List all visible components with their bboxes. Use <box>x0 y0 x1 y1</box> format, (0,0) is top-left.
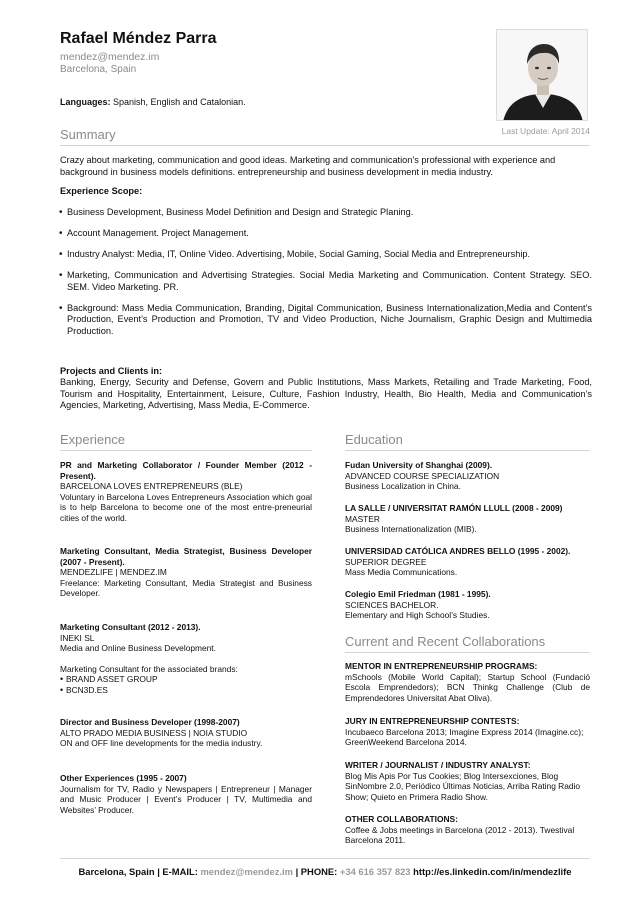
footer-separator: | <box>295 866 301 877</box>
education-detail: Business Localization in China. <box>345 481 461 492</box>
collaboration-entry <box>345 814 590 846</box>
collaborations-column <box>345 661 590 851</box>
experience-entry <box>60 717 312 749</box>
portrait-illustration <box>497 30 588 121</box>
footer-email-link[interactable]: mendez@mendez.im <box>200 866 293 877</box>
collaboration-heading: OTHER COLLABORATIONS: <box>345 814 458 824</box>
collaboration-heading: WRITER / JOURNALIST / INDUSTRY ANALYST: <box>345 760 531 770</box>
education-school: Colegio Emil Friedman (1981 - 1995). <box>345 589 491 599</box>
experience-description: Freelance: Marketing Consultant, Media Strategist and Business Developer. <box>60 577 312 599</box>
collaboration-heading: JURY IN ENTREPRENEURSHIP CONTESTS: <box>345 716 520 726</box>
education-entry <box>345 503 590 535</box>
education-column <box>345 460 590 630</box>
education-entry <box>345 460 590 492</box>
list-item: • BRAND ASSET GROUP <box>60 674 312 685</box>
candidate-name: Rafael Méndez Parra <box>60 30 217 47</box>
experience-description: ON and OFF line developments for the media industry. <box>60 738 263 749</box>
list-item: • Business Development, Business Model Definition and Design and Strategic Planing. <box>60 207 592 219</box>
experience-role: Marketing Consultant (2012 - 2013). <box>60 622 201 632</box>
experience-role: Director and Business Developer (1998-2007) <box>60 717 240 727</box>
languages-line <box>60 97 246 107</box>
collaboration-text: Blog Mis Apis Por Tus Cookies; Blog Intersexciones, Blog SinNombre 2.0, Periódico Últimas Noticias, Arriba Rating Radio Show; Quieto en Primera Radio Show. <box>345 770 581 802</box>
education-degree: MASTER <box>345 513 380 524</box>
list-item: • Industry Analyst: Media, IT, Online Video. Advertising, Mobile, Social Gaming, Social Media and Entrepreneurship. <box>60 249 592 261</box>
experience-entry <box>60 622 312 696</box>
collaboration-heading: MENTOR IN ENTREPRENEURSHIP PROGRAMS: <box>345 661 538 671</box>
footer-phone-label: PHONE: <box>300 866 338 877</box>
education-degree: SUPERIOR DEGREE <box>345 556 427 567</box>
experience-scope-heading: Experience Scope: <box>60 186 143 196</box>
footer-email-label: E-MAIL: <box>162 866 198 877</box>
languages-value: Spanish, English and Catalonian. <box>113 97 246 107</box>
education-school: UNIVERSIDAD CATÓLICA ANDRES BELLO (1995 - 2002). <box>345 546 571 556</box>
collaborations-heading: Current and Recent Collaborations <box>345 634 590 653</box>
experience-column <box>60 460 312 830</box>
experience-heading: Experience <box>60 432 312 451</box>
languages-label: Languages: <box>60 97 111 107</box>
experience-entry <box>60 773 312 815</box>
summary-text: Crazy about marketing, communication and good ideas. Marketing and communication’s professional with experience and background in business models definitions. entrepreneurship and business development in media industry. <box>60 155 556 177</box>
collaboration-entry <box>345 661 590 703</box>
footer-divider <box>60 858 590 859</box>
collaboration-entry <box>345 716 590 748</box>
education-detail: Elementary and High School’s Studies. <box>345 610 490 621</box>
experience-entry <box>60 546 312 599</box>
education-entry <box>345 546 590 578</box>
experience-role: Marketing Consultant, Media Strategist, Business Developer (2007 - Present). <box>60 546 312 567</box>
experience-company: INEKI SL <box>60 632 95 643</box>
footer-city: Barcelona, Spain <box>78 866 155 877</box>
collaboration-entry <box>345 760 590 802</box>
education-school: LA SALLE / UNIVERSITAT RAMÓN LLULL (2008 - 2009) <box>345 503 563 513</box>
education-degree: ADVANCED COURSE SPECIALIZATION <box>345 470 500 481</box>
projects-heading: Projects and Clients in: <box>60 366 163 376</box>
experience-role: PR and Marketing Collaborator / Founder Member (2012 - Present). <box>60 460 312 481</box>
projects-text: Banking, Energy, Security and Defense, Govern and Public Institutions, Mass Markets, Retailing and Trade Marketing, Food, Tourism and Hospitality, Entertainment, Leisure, Culture, Fashion Industry, Health, Bio Health, Media and Communication’s Agencies, Marketing, Advertising, Mass Media, E-Commerce. <box>60 377 592 410</box>
header-email[interactable]: mendez@mendez.im <box>60 51 160 63</box>
contact-footer <box>60 866 590 877</box>
education-detail: Mass Media Communications. <box>345 567 458 578</box>
experience-entry <box>60 460 312 524</box>
experience-description: Media and Online Business Development. <box>60 643 216 654</box>
summary-heading: Summary <box>60 127 590 146</box>
collaboration-text: Coffee & Jobs meetings in Barcelona (2012 - 2013). Twestival Barcelona 2011. <box>345 824 575 846</box>
footer-phone[interactable]: +34 616 357 823 <box>339 866 411 877</box>
experience-extra: Marketing Consultant for the associated brands: <box>60 663 238 674</box>
education-degree: SCIENCES BACHELOR. <box>345 599 439 610</box>
education-heading: Education <box>345 432 590 451</box>
collaboration-text: mSchools (Mobile World Capital); Startup School (Fundació Escola Emprendedors); BCN Thinkg Challenge (Club de Emprendedores Universitat Abat Oliva). <box>345 671 590 703</box>
experience-scope-list <box>60 207 592 347</box>
list-item: • Marketing, Communication and Advertising Strategies. Social Media Marketing and Communication. Content Strategy. SEO. SEM. Video Marketing. PR. <box>60 270 592 293</box>
list-item: • BCN3D.ES <box>60 685 312 696</box>
last-update-date: Last Update: April 2014 <box>501 126 590 136</box>
experience-description: Voluntary in Barcelona Loves Entrepreneurs Association which goal is to help Barcelona to become one of the most entre-preneurial cities of the world. <box>60 491 312 523</box>
education-entry <box>345 589 590 621</box>
experience-company: ALTO PRADO MEDIA BUSINESS | NOIA STUDIO <box>60 727 248 738</box>
education-detail: Business Internationalization (MIB). <box>345 524 477 535</box>
profile-photo <box>496 29 588 121</box>
experience-role: Other Experiences (1995 - 2007) <box>60 773 187 783</box>
footer-separator: | <box>157 866 163 877</box>
education-school: Fudan University of Shanghai (2009). <box>345 460 493 470</box>
brand-list <box>60 674 312 695</box>
experience-company: MENDEZLIFE | MENDEZ.IM <box>60 567 167 578</box>
list-item: • Background: Mass Media Communication, Branding, Digital Communication, Business Internationalization,Media and Content’s Production, Event’s Production and Promotion, TV and Video Production, Niche Journalism, Graphic Design and Multimedia Production. <box>60 303 592 338</box>
list-item: • Account Management. Project Management. <box>60 228 592 240</box>
collaboration-text: Incubaeco Barcelona 2013; Imagine Express 2014 (Imagine.cc); GreenWeekend Barcelona 2014. <box>345 726 584 748</box>
header-location: Barcelona, Spain <box>60 64 137 75</box>
footer-linkedin-link[interactable]: http://es.linkedin.com/in/mendezlife <box>413 866 572 877</box>
experience-company: BARCELONA LOVES ENTREPRENEURS (BLE) <box>60 481 243 492</box>
experience-description: Journalism for TV, Radio y Newspapers | Entrepreneur | Manager and Music Producer | Event’s Producer | TV, Multimedia and Websites’ Producer. <box>60 783 312 815</box>
